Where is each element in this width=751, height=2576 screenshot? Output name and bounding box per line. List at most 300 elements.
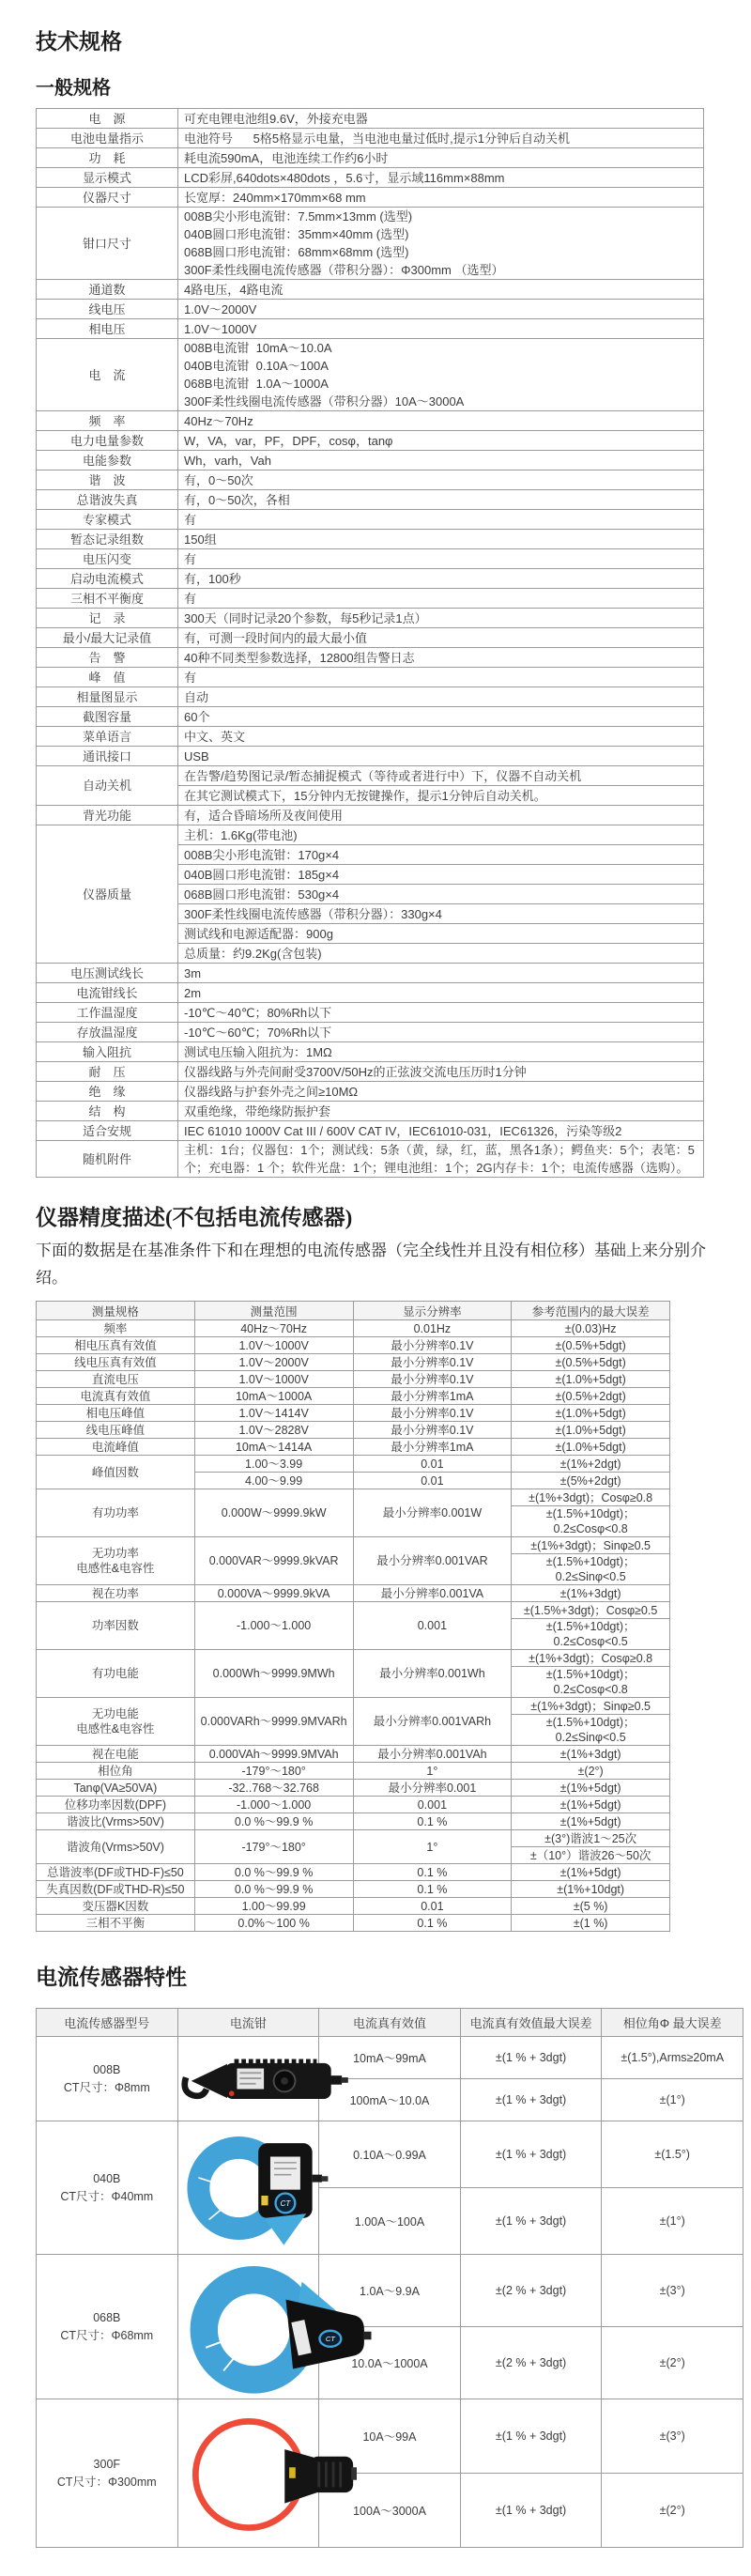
accuracy-range: -179°～180° [194,1763,353,1780]
accuracy-err: ±(0.5%+2dgt) [512,1388,670,1405]
spec-row [37,983,704,1003]
accuracy-res: 最小分辨率0.001VAR [353,1537,512,1585]
spec-value: 在告警/趋势图记录/暂态捕捉模式（等待或者进行中）下，仪器不自动关机 [178,766,704,786]
spec-row [37,648,704,668]
spec-value: 040B圆口形电流钳：185g×4 [178,865,704,885]
accuracy-name: 谐波角(Vrms>50V) [37,1830,195,1864]
spec-row [37,589,704,609]
spec-row [37,148,704,168]
spec-row [37,1141,704,1178]
section-title-tech-specs: 技术规格 [36,30,122,54]
spec-label: 电 流 [37,339,178,411]
sensor-err: ±(2 % + 3dgt) [460,2327,602,2399]
sensor-err: ±(1 % + 3dgt) [460,2037,602,2079]
sensor-err: ±(1 % + 3dgt) [460,2188,602,2255]
spec-row [37,188,704,208]
spec-value: 总质量：约9.2Kg(含包装) [178,944,704,964]
accuracy-err: ±(3°)谐波1～25次 [512,1830,670,1847]
spec-row [37,1102,704,1121]
accuracy-res: 最小分辨率0.1V [353,1405,512,1422]
accuracy-range: 0.0%～100 % [194,1915,353,1932]
accuracy-res: 0.1 % [353,1864,512,1881]
spec-row [37,1023,704,1042]
accuracy-range: 1.0V～2828V [194,1422,353,1439]
accuracy-res: 最小分辨率0.1V [353,1422,512,1439]
sensor-phase: ±(1.5°) [602,2121,743,2188]
spec-value: 仪器线路与护套外壳之间≥10MΩ [178,1082,704,1102]
spec-row [37,411,704,431]
column-header: 测量范围 [194,1302,353,1320]
sensor-phase: ±(2°) [602,2474,743,2548]
spec-value: -10℃～60℃；70%Rh以下 [178,1023,704,1042]
accuracy-err: ±(1.0%+5dgt) [512,1405,670,1422]
sensor-range: 10mA～99mA [319,2037,461,2079]
spec-label: 电力电量参数 [37,431,178,451]
accuracy-name: 无功电能 电感性&电容性 [37,1698,195,1746]
accuracy-err: ±(5 %) [512,1898,670,1915]
sensor-phase: ±(2°) [602,2327,743,2399]
accuracy-range: 0.000VAh～9999.9MVAh [194,1746,353,1763]
accuracy-res: 最小分辨率0.1V [353,1354,512,1371]
accuracy-range: 1.0V～2000V [194,1354,353,1371]
accuracy-res: 0.01Hz [353,1320,512,1337]
accuracy-err: ±(0.5%+5dgt) [512,1354,670,1371]
sensor-row-040B [37,2121,743,2188]
spec-value: 长宽厚：240mm×170mm×68 mm [178,188,704,208]
accuracy-row [37,1780,670,1797]
sensor-image-cell [177,2399,319,2548]
sensor-model: 008B CT尺寸：Φ8mm [37,2037,178,2121]
accuracy-name: 变压器K因数 [37,1898,195,1915]
accuracy-range: 0.0 %～99.9 % [194,1813,353,1830]
accuracy-err: ±(1.5%+3dgt)；Cosφ≥0.5 [512,1602,670,1619]
spec-value: 008B尖小形电流钳：7.5mm×13mm (选型) 040B圆口形电流钳：35mm×40mm (选型) 068B圆口形电流钳：68mm×68mm (选型) 300F柔性线圈电流传感器（带积分器）：Φ300mm （选型） [178,208,704,280]
spec-row [37,687,704,707]
sensor-phase: ±(3°) [602,2255,743,2327]
column-header: 参考范围内的最大误差 [512,1302,670,1320]
spec-value: 主机：1台；仪器包：1个；测试线：5条（黄，绿，红，蓝，黑各1条）；鳄鱼夹：5个；表笔：5个；充电器：1 个；软件光盘：1个；锂电池组：1个；2G内存卡：1个；电流传感器（选购）。 [178,1141,704,1178]
spec-label: 总谐波失真 [37,490,178,510]
spec-row [37,668,704,687]
accuracy-err: ±(1.5%+10dgt)；0.2≤Sinφ<0.5 [512,1554,670,1585]
spec-label: 功 耗 [37,148,178,168]
accuracy-row [37,1698,670,1715]
spec-label: 截图容量 [37,707,178,727]
spec-row [37,470,704,490]
accuracy-res: 最小分辨率1mA [353,1388,512,1405]
spec-row [37,1042,704,1062]
accuracy-name: 视在电能 [37,1746,195,1763]
svg-text:CT: CT [325,2334,335,2343]
column-header: 电流钳 [177,2009,319,2037]
accuracy-name: 相电压峰值 [37,1405,195,1422]
spec-row [37,339,704,411]
accuracy-row [37,1813,670,1830]
sensor-row-068B [37,2255,743,2327]
accuracy-range: 0.000VA～9999.9kVA [194,1585,353,1602]
spec-label: 记 录 [37,609,178,628]
sensor-row-300F [37,2399,743,2474]
spec-value: 300天（同时记录20个参数，每5秒记录1点） [178,609,704,628]
accuracy-range: 0.0 %～99.9 % [194,1864,353,1881]
accuracy-err: ±(1%+3dgt) [512,1585,670,1602]
spec-value: 有，0～50次，各相 [178,490,704,510]
spec-value: 068B圆口形电流钳：530g×4 [178,885,704,904]
spec-label: 适合安规 [37,1121,178,1141]
accuracy-range: 10mA～1000A [194,1388,353,1405]
spec-row [37,280,704,300]
accuracy-range: 1.0V～1000V [194,1371,353,1388]
spec-row [37,451,704,470]
accuracy-row [37,1456,670,1473]
spec-row [37,549,704,569]
accuracy-row [37,1763,670,1780]
spec-value: 150组 [178,530,704,549]
spec-row [37,1121,704,1141]
accuracy-name: 功率因数 [37,1602,195,1650]
spec-row [37,609,704,628]
accuracy-name: 有功电能 [37,1650,195,1698]
accuracy-err: ±(1%+2dgt) [512,1456,670,1473]
spec-value: 电池符号 5格5格显示电量，当电池电量过低时,提示1分钟后自动关机 [178,129,704,148]
spec-row [37,1062,704,1082]
spec-label: 电压闪变 [37,549,178,569]
spec-value: 主机：1.6Kg(带电池) [178,825,704,845]
spec-row [37,129,704,148]
spec-value: 测试线和电源适配器：900g [178,924,704,944]
sensor-characteristics-table [36,2008,743,2548]
spec-value: IEC 61010 1000V Cat III / 600V CAT IV，IEC61010-031，IEC61326，污染等级2 [178,1121,704,1141]
accuracy-row [37,1537,670,1554]
spec-row [37,208,704,280]
spec-value: 可充电锂电池组9.6V，外接充电器 [178,109,704,129]
spec-value: 1.0V～2000V [178,300,704,319]
accuracy-err: ±(1.5%+10dgt)；0.2≤Sinφ<0.5 [512,1715,670,1746]
spec-value: Wh，varh，Vah [178,451,704,470]
accuracy-row [37,1320,670,1337]
spec-label: 线电压 [37,300,178,319]
spec-label: 电 源 [37,109,178,129]
spec-row [37,1003,704,1023]
accuracy-res: 最小分辨率0.001 [353,1780,512,1797]
spec-value: 有，适合昏暗场所及夜间使用 [178,806,704,825]
spec-row [37,806,704,825]
sensor-err: ±(2 % + 3dgt) [460,2255,602,2327]
accuracy-range: 0.000Wh～9999.9MWh [194,1650,353,1698]
column-header: 显示分辨率 [353,1302,512,1320]
accuracy-err: ±(1%+5dgt) [512,1780,670,1797]
sensor-range: 0.10A～0.99A [319,2121,461,2188]
spec-label: 谐 波 [37,470,178,490]
spec-value: 有，可测一段时间内的最大最小值 [178,628,704,648]
spec-value: W，VA，var，PF，DPF，cosφ，tanφ [178,431,704,451]
accuracy-name: 相电压真有效值 [37,1337,195,1354]
spec-label: 启动电流模式 [37,569,178,589]
spec-row [37,109,704,129]
accuracy-res: 最小分辨率0.1V [353,1371,512,1388]
accuracy-err: ±(5%+2dgt) [512,1473,670,1489]
spec-row [37,727,704,747]
accuracy-row [37,1354,670,1371]
accuracy-range: -1.000～1.000 [194,1602,353,1650]
accuracy-description: 下面的数据是在基准条件下和在理想的电流传感器（完全线性并且没有相位移）基础上来分别介绍。 [36,1242,706,1287]
accuracy-res: 0.1 % [353,1813,512,1830]
accuracy-res: 最小分辨率0.001Wh [353,1650,512,1698]
section-title-accuracy: 仪器精度描述(不包括电流传感器) [36,1206,353,1229]
sensor-err: ±(1 % + 3dgt) [460,2121,602,2188]
accuracy-res: 最小分辨率0.001VARh [353,1698,512,1746]
spec-label: 通道数 [37,280,178,300]
spec-label: 电池电量指示 [37,129,178,148]
accuracy-err: ±(1.0%+5dgt) [512,1439,670,1456]
spec-value: 耗电流590mA，电池连续工作约6小时 [178,148,704,168]
accuracy-res: 最小分辨率0.1V [353,1337,512,1354]
sensor-model: 068B CT尺寸：Φ68mm [37,2255,178,2399]
accuracy-err: ±(0.03)Hz [512,1320,670,1337]
sensor-range: 1.00A～100A [319,2188,461,2255]
spec-row [37,707,704,727]
accuracy-row [37,1650,670,1667]
spec-label: 暂态记录组数 [37,530,178,549]
spec-label: 仪器尺寸 [37,188,178,208]
spec-label: 频 率 [37,411,178,431]
accuracy-name: 视在功率 [37,1585,195,1602]
spec-label: 输入阻抗 [37,1042,178,1062]
accuracy-res: 最小分辨率0.001W [353,1489,512,1537]
spec-label: 绝 缘 [37,1082,178,1102]
spec-value: 1.0V～1000V [178,319,704,339]
accuracy-res: 最小分辨率1mA [353,1439,512,1456]
accuracy-err: ±(1.5%+10dgt)；0.2≤Cosφ<0.8 [512,1667,670,1698]
spec-value: 3m [178,964,704,983]
accuracy-res: 最小分辨率0.001VA [353,1585,512,1602]
accuracy-name: 三相不平衡 [37,1915,195,1932]
sensor-range: 100mA～10.0A [319,2079,461,2121]
accuracy-row [37,1898,670,1915]
sensor-range: 10.0A～1000A [319,2327,461,2399]
accuracy-err: ±(1%+5dgt) [512,1797,670,1813]
spec-label: 三相不平衡度 [37,589,178,609]
section-title-sensors: 电流传感器特性 [36,1966,187,1989]
accuracy-res: 1° [353,1763,512,1780]
spec-value: 有 [178,589,704,609]
accuracy-row [37,1371,670,1388]
accuracy-range: 4.00～9.99 [194,1473,353,1489]
spec-label: 自动关机 [37,766,178,806]
accuracy-name: 总谐波率(DF或THD-F)≤50 [37,1864,195,1881]
spec-label: 最小/最大记录值 [37,628,178,648]
accuracy-row [37,1830,670,1847]
accuracy-err: ±(1%+3dgt)；Cosφ≥0.8 [512,1650,670,1667]
spec-label: 菜单语言 [37,727,178,747]
accuracy-res: 0.001 [353,1602,512,1650]
spec-row [37,1082,704,1102]
accuracy-err: ±(1%+3dgt) [512,1746,670,1763]
accuracy-err: ±(1%+3dgt)；Sinφ≥0.5 [512,1537,670,1554]
spec-label: 工作温湿度 [37,1003,178,1023]
accuracy-range: 0.0 %～99.9 % [194,1881,353,1898]
accuracy-row [37,1602,670,1619]
spec-label: 专家模式 [37,510,178,530]
accuracy-name: 位移功率因数(DPF) [37,1797,195,1813]
spec-label: 相量图显示 [37,687,178,707]
accuracy-range: 0.000VAR～9999.9kVAR [194,1537,353,1585]
accuracy-res: 1° [353,1830,512,1864]
sensor-phase: ±(1.5°),Arms≥20mA [602,2037,743,2079]
spec-value: 有 [178,510,704,530]
accuracy-res: 0.001 [353,1797,512,1813]
spec-label: 存放温湿度 [37,1023,178,1042]
accuracy-range: -32..768～32.768 [194,1780,353,1797]
svg-text:CT: CT [280,2198,290,2208]
accuracy-name: 有功功率 [37,1489,195,1537]
general-specs-table [36,108,704,1178]
spec-label: 告 警 [37,648,178,668]
spec-row [37,628,704,648]
sensor-range: 10A～99A [319,2399,461,2474]
accuracy-range: 40Hz～70Hz [194,1320,353,1337]
accuracy-name: Tanφ(VA≥50VA) [37,1780,195,1797]
column-header: 电流传感器型号 [37,2009,178,2037]
spec-row [37,168,704,188]
column-header: 电流真有效值最大误差 [460,2009,602,2037]
spec-label: 显示模式 [37,168,178,188]
spec-label: 电能参数 [37,451,178,470]
spec-value: -10℃～40℃；80%Rh以下 [178,1003,704,1023]
accuracy-range: 1.00～3.99 [194,1456,353,1473]
sensor-model: 300F CT尺寸：Φ300mm [37,2399,178,2548]
accuracy-err: ±(1%+3dgt)；Cosφ≥0.8 [512,1489,670,1506]
accuracy-row [37,1864,670,1881]
accuracy-range: 1.0V～1000V [194,1337,353,1354]
spec-label: 背光功能 [37,806,178,825]
accuracy-err: ±(2°) [512,1763,670,1780]
accuracy-range: 10mA～1414A [194,1439,353,1456]
accuracy-name: 电流峰值 [37,1439,195,1456]
spec-value: 60个 [178,707,704,727]
accuracy-range: -1.000～1.000 [194,1797,353,1813]
accuracy-row [37,1388,670,1405]
sensor-err: ±(1 % + 3dgt) [460,2399,602,2474]
subsection-title-general-specs: 一般规格 [36,78,111,99]
spec-row [37,766,704,786]
sensor-image-cell [177,2121,319,2255]
accuracy-err: ±(1%+3dgt)；Sinφ≥0.5 [512,1698,670,1715]
accuracy-row [37,1881,670,1898]
spec-value: 4路电压，4路电流 [178,280,704,300]
accuracy-name: 失真因数(DF或THD-R)≤50 [37,1881,195,1898]
sensor-image-cell [177,2037,319,2121]
accuracy-row [37,1439,670,1456]
spec-value: LCD彩屏,640dots×480dots ，5.6寸，显示域116mm×88mm [178,168,704,188]
spec-value: 2m [178,983,704,1003]
accuracy-name: 峰值因数 [37,1456,195,1489]
spec-value: 测试电压输入阻抗为：1MΩ [178,1042,704,1062]
accuracy-row [37,1422,670,1439]
accuracy-res: 0.01 [353,1898,512,1915]
spec-value: 有 [178,549,704,569]
sensor-phase: ±(3°) [602,2399,743,2474]
accuracy-row [37,1489,670,1506]
spec-label: 结 构 [37,1102,178,1121]
accuracy-res: 0.1 % [353,1881,512,1898]
spec-value: 自动 [178,687,704,707]
spec-value: 在其它测试模式下，15分钟内无按键操作，提示1分钟后自动关机。 [178,786,704,806]
spec-row [37,431,704,451]
accuracy-res: 0.1 % [353,1915,512,1932]
spec-label: 电压测试线长 [37,964,178,983]
spec-value: 300F柔性线圈电流传感器（带积分器）：330g×4 [178,904,704,924]
spec-label: 相电压 [37,319,178,339]
accuracy-err: ±(1%+5dgt) [512,1813,670,1830]
accuracy-name: 谐波比(Vrms>50V) [37,1813,195,1830]
sensor-phase: ±(1°) [602,2188,743,2255]
spec-value: 有，100秒 [178,569,704,589]
accuracy-row [37,1405,670,1422]
spec-row [37,510,704,530]
spec-label: 耐 压 [37,1062,178,1082]
spec-value: 40Hz～70Hz [178,411,704,431]
accuracy-name: 相位角 [37,1763,195,1780]
spec-label: 电流钳线长 [37,983,178,1003]
accuracy-err: ±(0.5%+5dgt) [512,1337,670,1354]
accuracy-range: 0.000VARh～9999.9MVARh [194,1698,353,1746]
spec-label: 钳口尺寸 [37,208,178,280]
spec-label: 随机附件 [37,1141,178,1178]
spec-row [37,319,704,339]
accuracy-err: ±(1.5%+10dgt)；0.2≤Cosφ<0.8 [512,1506,670,1537]
spec-value: 仪器线路与外壳间耐受3700V/50Hz的正弦波交流电压历时1分钟 [178,1062,704,1082]
spec-value: USB [178,747,704,766]
accuracy-table [36,1301,670,1932]
sensor-image-cell [177,2255,335,2399]
accuracy-range: 1.0V～1414V [194,1405,353,1422]
accuracy-name: 无功功率 电感性&电容性 [37,1537,195,1585]
spec-value: 有，0～50次 [178,470,704,490]
accuracy-range: -179°～180° [194,1830,353,1864]
spec-label: 仪器质量 [37,825,178,964]
accuracy-row [37,1797,670,1813]
spec-label: 通讯接口 [37,747,178,766]
accuracy-err: ±(1.0%+5dgt) [512,1371,670,1388]
accuracy-row [37,1585,670,1602]
clamp-040b-image [180,2125,338,2251]
accuracy-row [37,1915,670,1932]
accuracy-err: ±(1 %) [512,1915,670,1932]
accuracy-err: ±(1.5%+10dgt)；0.2≤Cosφ<0.5 [512,1619,670,1650]
spec-row [37,300,704,319]
spec-row [37,569,704,589]
column-header: 相位角Φ 最大误差 [602,2009,743,2037]
accuracy-err: ±（10°）谐波26～50次 [512,1847,670,1864]
column-header: 测量规格 [37,1302,195,1320]
accuracy-range: 1.00～99.99 [194,1898,353,1915]
accuracy-res: 最小分辨率0.001VAh [353,1746,512,1763]
accuracy-err: ±(1%+10dgt) [512,1881,670,1898]
spec-value: 40种不同类型参数选择，12800组告警日志 [178,648,704,668]
accuracy-err: ±(1%+5dgt) [512,1864,670,1881]
spec-value: 双重绝缘，带绝缘防振护套 [178,1102,704,1121]
spec-label: 峰 值 [37,668,178,687]
accuracy-res: 0.01 [353,1473,512,1489]
sensor-range: 100A～3000A [319,2474,461,2548]
spec-row [37,964,704,983]
accuracy-row [37,1337,670,1354]
spec-row [37,490,704,510]
spec-value: 008B尖小形电流钳：170g×4 [178,845,704,865]
sensor-model: 040B CT尺寸：Φ40mm [37,2121,178,2255]
sensor-err: ±(1 % + 3dgt) [460,2474,602,2548]
